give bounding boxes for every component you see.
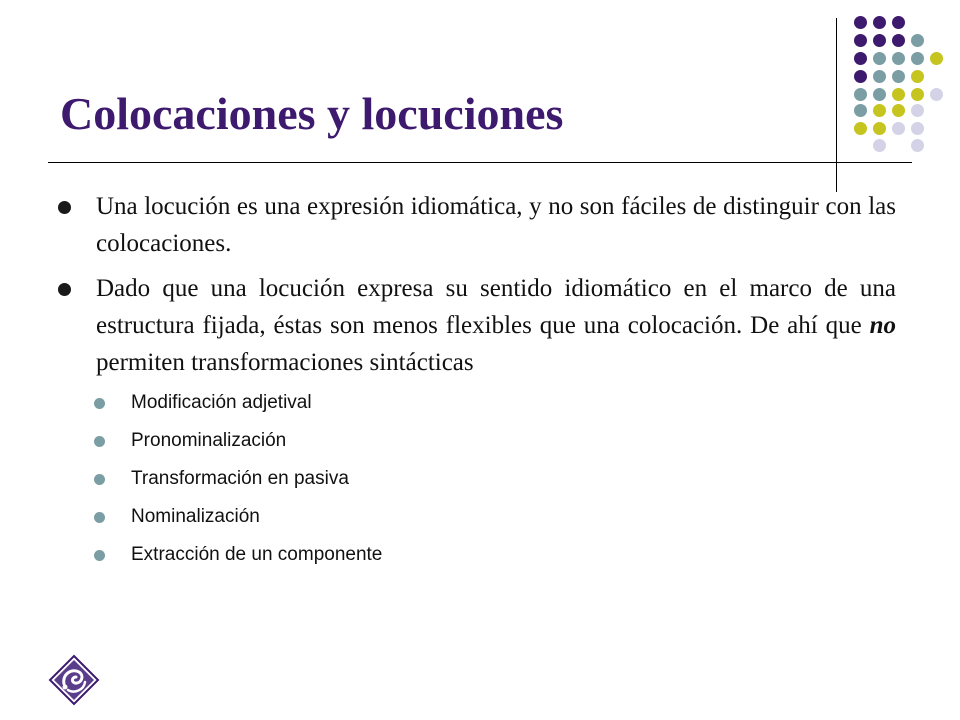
vertical-divider — [836, 18, 837, 192]
sub-bullet-item — [56, 505, 896, 529]
decor-dot — [854, 88, 867, 101]
decor-dot — [854, 52, 867, 65]
decor-dot — [911, 122, 924, 135]
bullet-dot-icon — [58, 283, 71, 296]
decor-dot — [911, 104, 924, 117]
decor-dot — [930, 52, 943, 65]
sub-bullet-item — [56, 467, 896, 491]
sub-bullet-dot-icon — [94, 474, 105, 485]
sub-bullet-text: Transformación en pasiva — [131, 468, 349, 489]
sub-bullet-dot-icon — [94, 512, 105, 523]
bullet-dot-icon — [58, 201, 71, 214]
decor-dot — [892, 70, 905, 83]
decor-dot — [892, 88, 905, 101]
decor-dot — [854, 70, 867, 83]
decor-dot — [892, 34, 905, 47]
decor-dot — [911, 88, 924, 101]
decor-dot — [854, 16, 867, 29]
decor-dot — [854, 104, 867, 117]
decor-dot — [911, 139, 924, 152]
bullet-item — [56, 188, 896, 262]
decor-dot — [873, 16, 886, 29]
slide-title: Colocaciones y locuciones — [60, 88, 564, 139]
decor-dot — [911, 34, 924, 47]
decor-dot — [873, 122, 886, 135]
decor-dot — [892, 52, 905, 65]
bullet-text-before: Dado que una locución expresa su sentido idiomático en el marco de una estructura fijada, éstas son menos flexibles que una colocación. De ahí que — [96, 275, 896, 339]
sub-bullet-list — [56, 391, 896, 567]
decor-dot — [873, 104, 886, 117]
bullet-item — [56, 270, 896, 381]
decor-dot — [892, 104, 905, 117]
sub-bullet-item — [56, 429, 896, 453]
decor-dot — [873, 139, 886, 152]
sub-bullet-dot-icon — [94, 398, 105, 409]
decor-dot — [873, 88, 886, 101]
decor-dot — [892, 122, 905, 135]
sub-bullet-text: Nominalización — [131, 506, 260, 527]
decor-dot — [892, 16, 905, 29]
sub-bullet-text: Pronominalización — [131, 430, 287, 451]
bullet-emphasis: no — [869, 312, 896, 339]
sub-bullet-dot-icon — [94, 550, 105, 561]
sub-bullet-item — [56, 391, 896, 415]
swirl-logo-icon — [48, 654, 100, 706]
decor-dot — [873, 52, 886, 65]
title-divider — [48, 162, 912, 163]
decor-dot — [873, 70, 886, 83]
decor-dot — [854, 34, 867, 47]
decor-dot — [911, 52, 924, 65]
slide-body — [56, 188, 896, 581]
sub-bullet-dot-icon — [94, 436, 105, 447]
decor-dot — [930, 88, 943, 101]
decor-dot — [873, 34, 886, 47]
decor-dot — [911, 70, 924, 83]
bullet-text-after: permiten transformaciones sintácticas — [96, 349, 474, 376]
bullet-text: Una locución es una expresión idiomática, y no son fáciles de distinguir con las colocaciones. — [96, 193, 896, 257]
decor-dot — [854, 122, 867, 135]
sub-bullet-item — [56, 543, 896, 567]
sub-bullet-text: Modificación adjetival — [131, 392, 312, 413]
sub-bullet-text: Extracción de un componente — [131, 544, 383, 565]
